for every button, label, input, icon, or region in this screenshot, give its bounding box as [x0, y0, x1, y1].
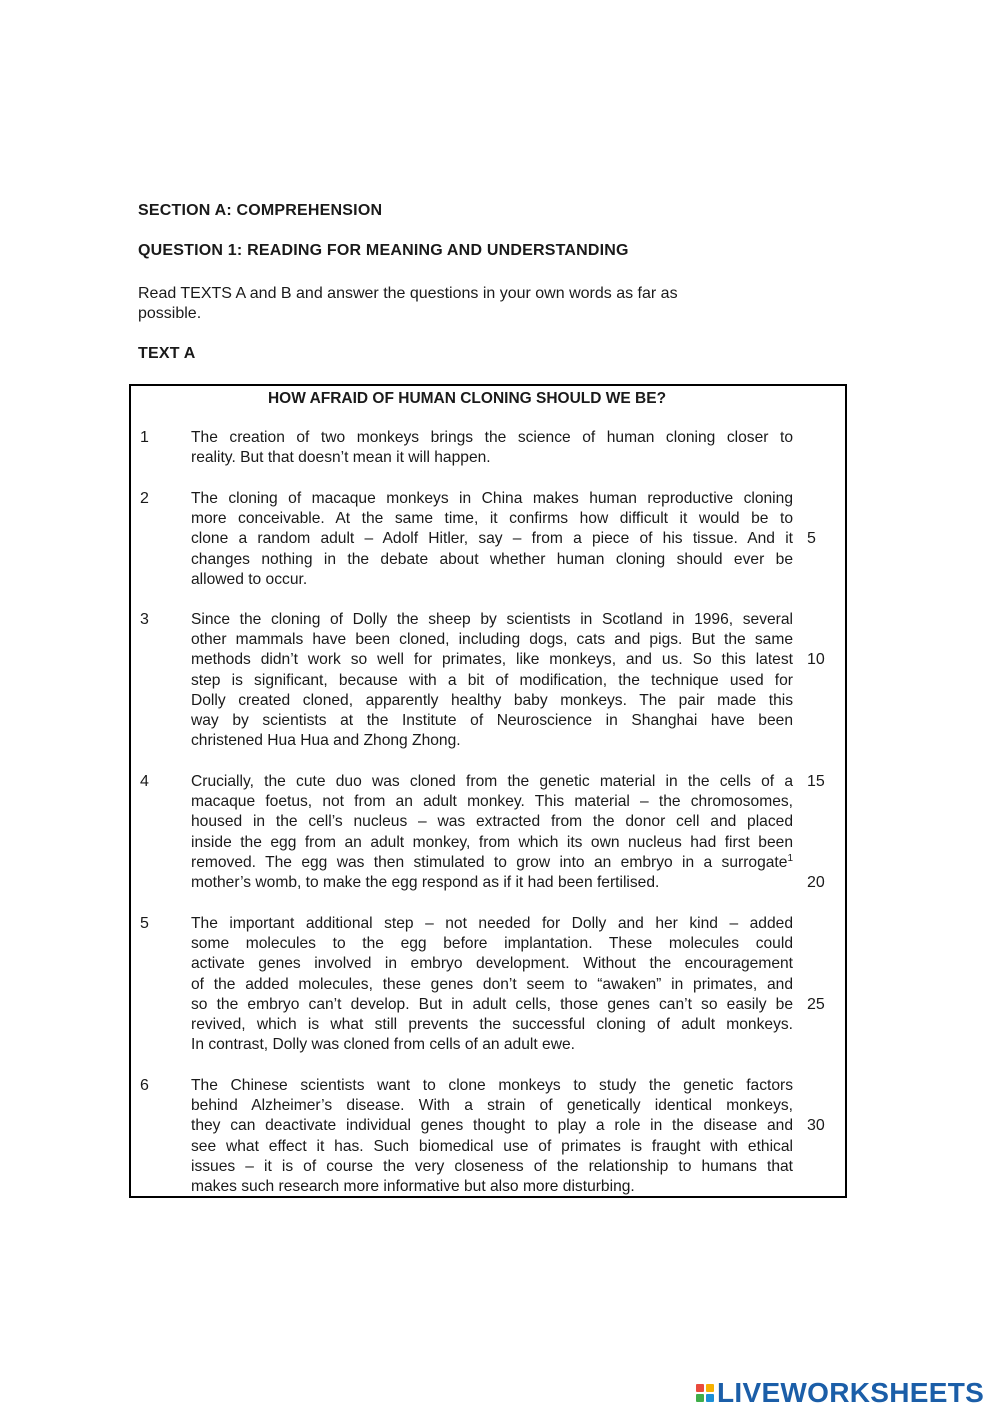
instructions-line: Read TEXTS A and B and answer the questions in your own words as far as [138, 285, 678, 302]
text-line: activate genes involved in embryo development. Without the encouragement [191, 955, 793, 973]
text-line: Since the cloning of Dolly the sheep by scientists in Scotland in 1996, several [191, 611, 793, 628]
text-line: more conceivable. At the same time, it confirms how difficult it would be to [191, 510, 793, 528]
text-line: Dolly created cloned, apparently healthy baby monkeys. The pair made this [191, 691, 793, 709]
text-line [191, 853, 793, 873]
logo-square [696, 1384, 704, 1392]
paragraph-number: 4 [140, 773, 149, 790]
text-line: Crucially, the cute duo was cloned from the genetic material in the cells of a [191, 773, 793, 790]
paragraph-number: 5 [140, 915, 149, 932]
paragraph-number: 6 [140, 1077, 149, 1094]
text-label: TEXT A [138, 345, 196, 362]
line-number: 10 [807, 651, 825, 669]
text-line: In contrast, Dolly was cloned from cells of an adult ewe. [191, 1036, 575, 1054]
text-line: reality. But that doesn’t mean it will happen. [191, 449, 491, 467]
text-line: of the added molecules, these genes don’t seem to “awaken” in primates, and [191, 975, 793, 993]
line-number: 20 [807, 874, 825, 891]
text-line: housed in the cell’s nucleus – was extracted from the donor cell and placed [191, 813, 793, 831]
logo-square [706, 1384, 714, 1392]
text-line: macaque foetus, not from an adult monkey. This material – the chromosomes, [191, 793, 793, 811]
logo-square [696, 1394, 704, 1402]
text-line: see what effect it has. Such biomedical use of primates is fraught with ethical [191, 1137, 793, 1155]
text-line: revived, which is what still prevents the successful cloning of adult monkeys. [191, 1015, 793, 1033]
paragraph-number: 2 [140, 490, 149, 507]
section-title: SECTION A: COMPREHENSION [138, 202, 383, 219]
paragraph-number: 1 [140, 429, 149, 446]
text-line: The creation of two monkeys brings the science of human cloning closer to [191, 429, 793, 446]
text-line: The important additional step – not needed for Dolly and her kind – added [191, 915, 793, 932]
liveworksheets-logo[interactable] [696, 1378, 984, 1408]
text-line: mother’s womb, to make the egg respond as if it had been fertilised. [191, 873, 660, 891]
instructions-line: possible. [138, 305, 202, 322]
text-line: methods didn’t work so well for primates, like monkeys, and us. So this latest [191, 651, 793, 669]
text-line: The Chinese scientists want to clone monkeys to study the genetic factors [191, 1077, 793, 1094]
line-number: 25 [807, 995, 825, 1013]
text-line: makes such research more informative but also more disturbing. [191, 1177, 635, 1195]
line-number: 15 [807, 773, 825, 790]
text-line: they can deactivate individual genes thought to play a role in the disease and [191, 1117, 793, 1135]
text-line: issues – it is of course the very closeness of the relationship to humans that [191, 1157, 793, 1175]
text-line: step is significant, because with a bit of modification, the technique used for [191, 671, 793, 689]
text-a-box [129, 384, 847, 1198]
text-line: The cloning of macaque monkeys in China makes human reproductive cloning [191, 490, 793, 507]
text-line: so the embryo can’t develop. But in adult cells, those genes can’t so easily be [191, 995, 793, 1013]
article-title: HOW AFRAID OF HUMAN CLONING SHOULD WE BE? [267, 390, 667, 407]
text-line: changes nothing in the debate about whether human cloning should ever be [191, 550, 793, 568]
text-line: behind Alzheimer’s disease. With a strain of genetically identical monkeys, [191, 1097, 793, 1115]
logo-square [706, 1394, 714, 1402]
footnote-marker: 1 [787, 852, 793, 864]
logo-mark-icon [696, 1384, 714, 1402]
text-line-content: removed. The egg was then stimulated to grow into an embryo in a surrogate [191, 853, 788, 871]
text-line: other mammals have been cloned, including dogs, cats and pigs. But the same [191, 631, 793, 649]
text-line: inside the egg from an adult monkey, from which its own nucleus had first been [191, 833, 793, 851]
question-title: QUESTION 1: READING FOR MEANING AND UNDERSTANDING [138, 242, 629, 259]
text-line: way by scientists at the Institute of Neuroscience in Shanghai have been [191, 711, 793, 729]
line-number: 30 [807, 1117, 825, 1135]
instructions [138, 284, 778, 324]
text-line: christened Hua Hua and Zhong Zhong. [191, 732, 461, 750]
text-line: allowed to occur. [191, 570, 308, 588]
line-number: 5 [807, 530, 816, 548]
logo-text: LIVEWORKSHEETS [717, 1377, 985, 1408]
paragraph-number: 3 [140, 611, 149, 628]
text-line: some molecules to the egg before implantation. These molecules could [191, 935, 793, 953]
text-line: clone a random adult – Adolf Hitler, say – from a piece of his tissue. And it [191, 530, 793, 548]
